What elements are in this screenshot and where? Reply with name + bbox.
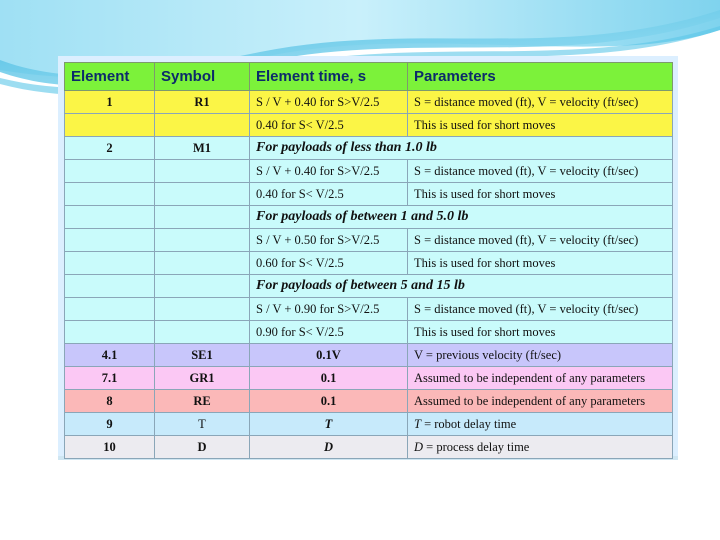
cell-parameters: This is used for short moves	[408, 321, 673, 344]
cell-symbol	[155, 229, 250, 252]
cell-time: 0.1	[250, 390, 408, 413]
param-variable: T	[414, 416, 421, 431]
cell-symbol: D	[155, 436, 250, 459]
cell-parameters: Assumed to be independent of any parameters	[408, 367, 673, 390]
cell-symbol	[155, 252, 250, 275]
param-text: = process delay time	[423, 439, 530, 454]
table-row	[65, 390, 673, 413]
cell-element: 9	[65, 413, 155, 436]
cell-symbol	[155, 275, 250, 298]
cell-element	[65, 252, 155, 275]
cell-time: S / V + 0.40 for S>V/2.5	[250, 91, 408, 114]
cell-time: 0.60 for S< V/2.5	[250, 252, 408, 275]
cell-time: S / V + 0.40 for S>V/2.5	[250, 160, 408, 183]
cell-parameters	[408, 413, 673, 436]
cell-parameters: S = distance moved (ft), V = velocity (ft/sec)	[408, 229, 673, 252]
cell-symbol: GR1	[155, 367, 250, 390]
cell-time: T	[250, 413, 408, 436]
cell-element	[65, 206, 155, 229]
cell-time: 0.90 for S< V/2.5	[250, 321, 408, 344]
cell-element: 1	[65, 91, 155, 114]
table-row	[65, 436, 673, 459]
cell-time: 0.1	[250, 367, 408, 390]
cell-parameters: This is used for short moves	[408, 183, 673, 206]
cell-parameters: Assumed to be independent of any parameters	[408, 390, 673, 413]
table-row	[65, 275, 673, 298]
table-row	[65, 160, 673, 183]
table-row	[65, 367, 673, 390]
cell-symbol: SE1	[155, 344, 250, 367]
cell-time: 0.40 for S< V/2.5	[250, 183, 408, 206]
cell-parameters: V = previous velocity (ft/sec)	[408, 344, 673, 367]
payload-subheading: For payloads of between 5 and 15 lb	[250, 275, 673, 298]
cell-symbol: RE	[155, 390, 250, 413]
cell-element	[65, 298, 155, 321]
cell-element: 10	[65, 436, 155, 459]
table-header-row	[65, 63, 673, 91]
cell-symbol: T	[155, 413, 250, 436]
param-text: = robot delay time	[420, 416, 517, 431]
cell-symbol	[155, 183, 250, 206]
cell-symbol	[155, 206, 250, 229]
cell-parameters: This is used for short moves	[408, 114, 673, 137]
table-row	[65, 183, 673, 206]
header-element: Element	[65, 63, 155, 91]
cell-element	[65, 183, 155, 206]
cell-element: 8	[65, 390, 155, 413]
cell-element	[65, 321, 155, 344]
element-time-table	[64, 62, 673, 459]
cell-parameters	[408, 436, 673, 459]
cell-symbol	[155, 160, 250, 183]
table-row	[65, 344, 673, 367]
cell-element: 4.1	[65, 344, 155, 367]
cell-element	[65, 229, 155, 252]
cell-time: S / V + 0.50 for S>V/2.5	[250, 229, 408, 252]
table-row	[65, 229, 673, 252]
payload-subheading: For payloads of between 1 and 5.0 lb	[250, 206, 673, 229]
cell-symbol	[155, 321, 250, 344]
header-parameters: Parameters	[408, 63, 673, 91]
table-row	[65, 206, 673, 229]
cell-element: 2	[65, 137, 155, 160]
cell-element: 7.1	[65, 367, 155, 390]
cell-element	[65, 114, 155, 137]
cell-symbol	[155, 298, 250, 321]
table-row	[65, 137, 673, 160]
table-row	[65, 114, 673, 137]
table-row	[65, 321, 673, 344]
header-symbol: Symbol	[155, 63, 250, 91]
payload-subheading: For payloads of less than 1.0 lb	[250, 137, 673, 160]
cell-element	[65, 275, 155, 298]
cell-time: S / V + 0.90 for S>V/2.5	[250, 298, 408, 321]
cell-parameters: This is used for short moves	[408, 252, 673, 275]
cell-time: D	[250, 436, 408, 459]
cell-symbol: M1	[155, 137, 250, 160]
table-row	[65, 91, 673, 114]
cell-parameters: S = distance moved (ft), V = velocity (ft/sec)	[408, 298, 673, 321]
param-variable: D	[414, 439, 424, 454]
cell-parameters: S = distance moved (ft), V = velocity (ft/sec)	[408, 91, 673, 114]
cell-time: 0.40 for S< V/2.5	[250, 114, 408, 137]
cell-time: 0.1V	[250, 344, 408, 367]
cell-parameters: S = distance moved (ft), V = velocity (ft/sec)	[408, 160, 673, 183]
table-row	[65, 298, 673, 321]
table-row	[65, 413, 673, 436]
cell-symbol: R1	[155, 91, 250, 114]
table-row	[65, 252, 673, 275]
cell-symbol	[155, 114, 250, 137]
cell-element	[65, 160, 155, 183]
header-element-time: Element time, s	[250, 63, 408, 91]
